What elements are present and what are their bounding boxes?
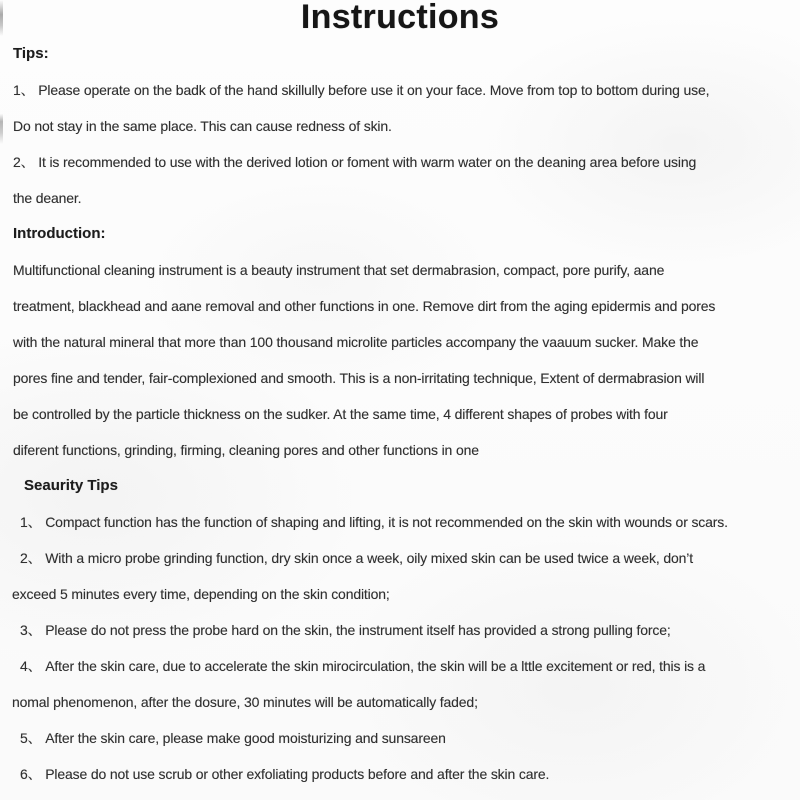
tips-item-1-line-2: Do not stay in the same place. This can cause redness of skin.	[13, 118, 392, 134]
section-heading-security-tips: Seaurity Tips	[24, 477, 118, 494]
section-security-tips	[0, 468, 800, 792]
introduction-line-4: pores fine and tender, fair-complexioned and smooth. This is a non-irritating technique, Extent of dermabrasion will	[13, 370, 705, 386]
security-item-5: 5、 After the skin care, please make good moisturizing and sunsareen	[20, 730, 446, 746]
section-tips	[0, 36, 800, 216]
security-item-4-line-1: 4、 After the skin care, due to accelerate the skin mirocirculation, the skin will be a lttle excitement or red, this is a	[20, 658, 706, 674]
introduction-line-3: with the natural mineral that more than 100 thousand microlite particles accompany the vaauum sucker. Make the	[13, 334, 699, 350]
security-item-6: 6、 Please do not use scrub or other exfoliating products before and after the skin care.	[20, 766, 550, 782]
introduction-line-6: diferent functions, grinding, firming, cleaning pores and other functions in one	[13, 442, 479, 458]
security-item-2-line-2: exceed 5 minutes every time, depending on the skin condition;	[12, 586, 390, 602]
tips-item-2-line-1: 2、 It is recommended to use with the derived lotion or foment with warm water on the deaning area before using	[13, 154, 697, 170]
introduction-line-1: Multifunctional cleaning instrument is a beauty instrument that set dermabrasion, compact, pore purify, aane	[13, 262, 665, 278]
security-item-2-line-1: 2、 With a micro probe grinding function, dry skin once a week, oily mixed skin can be used twice a week, don’t	[20, 550, 693, 566]
section-introduction	[0, 216, 800, 468]
tips-item-1-line-1: 1、 Please operate on the badk of the hand skillully before use it on your face. Move from top to bottom during use,	[13, 82, 710, 98]
scan-edge-artifact	[0, 0, 3, 800]
tips-item-2-line-2: the deaner.	[13, 190, 82, 206]
security-item-1: 1、 Compact function has the function of shaping and lifting, it is not recommended on the skin with wounds or scars.	[20, 514, 728, 530]
introduction-line-5: be controlled by the particle thickness on the sudker. At the same time, 4 different shapes of probes with four	[13, 406, 668, 422]
section-heading-tips: Tips:	[13, 45, 49, 62]
introduction-line-2: treatment, blackhead and aane removal and other functions in one. Remove dirt from the aging epidermis and pores	[13, 298, 716, 314]
security-item-4-line-2: nomal phenomenon, after the dosure, 30 minutes will be automatically faded;	[12, 694, 478, 710]
section-heading-introduction: Introduction:	[13, 225, 106, 242]
page-title: Instructions	[300, 0, 500, 36]
security-item-3: 3、 Please do not press the probe hard on the skin, the instrument itself has provided a strong pulling force;	[20, 622, 671, 638]
